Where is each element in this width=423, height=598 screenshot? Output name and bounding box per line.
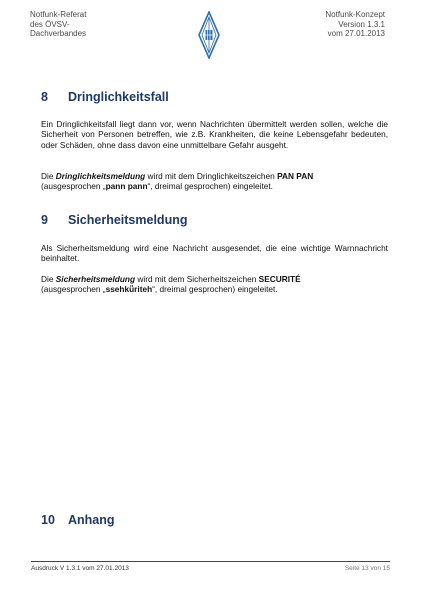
signal-securite: SECURITÉ bbox=[258, 274, 301, 284]
section-title: Dringlichkeitsfall bbox=[68, 90, 169, 104]
text-run: Die bbox=[41, 274, 56, 284]
header-version: Version 1.3.1 bbox=[338, 19, 385, 29]
header-doc-title: Notfunk-Konzept bbox=[325, 10, 385, 19]
footer-divider bbox=[31, 561, 390, 562]
section-9-paragraph-1: Als Sicherheitsmeldung wird eine Nachricht ausgesendet, die eine wichtige Warnnachricht beinhaltet. bbox=[41, 243, 388, 264]
section-title: Sicherheitsmeldung bbox=[68, 213, 188, 227]
section-9-paragraph-2 bbox=[41, 274, 388, 295]
text-run: (ausgesprochen „ bbox=[41, 284, 106, 295]
term-sicherheitsmeldung: Sicherheitsmeldung bbox=[55, 274, 136, 284]
text-run: wird mit dem Dringlichkeitszeichen bbox=[145, 171, 278, 181]
term-dringlichkeitsmeldung: Dringlichkeitsmeldung bbox=[55, 171, 146, 181]
footer-page-number: Seite 13 von 15 bbox=[344, 565, 390, 572]
header-left-block bbox=[30, 10, 86, 39]
header-org-line-2: des ÖVSV- bbox=[30, 19, 70, 29]
section-10-heading bbox=[41, 513, 115, 527]
section-number: 9 bbox=[41, 213, 48, 227]
section-number: 10 bbox=[41, 513, 55, 527]
text-run: “, dreimal gesprochen) eingeleitet. bbox=[147, 181, 273, 192]
section-number: 8 bbox=[41, 90, 48, 104]
pronunciation: pann pann bbox=[105, 181, 148, 192]
signal-pan-pan: PAN PAN bbox=[277, 171, 314, 181]
section-8-paragraph-1: Ein Dringlichkeitsfall liegt dann vor, wenn Nachrichten übermittelt werden sollen, welche die Sicherheit von Personen betreffen, wie z.B. Krankheiten, die keine Lebensgefahr bedeuten, oder Schäden, ohne dass davon eine unmittelbare Gefahr ausgeht. bbox=[41, 119, 388, 150]
footer-print-info: Ausdruck V 1.3.1 vom 27.01.2013 bbox=[31, 565, 129, 572]
text-run: “, dreimal gesprochen) eingeleitet. bbox=[152, 284, 278, 295]
header-right-block bbox=[325, 10, 385, 39]
header-org-line-3: Dachverbandes bbox=[30, 29, 87, 38]
header-org-line-1: Notfunk-Referat bbox=[30, 10, 87, 19]
text-run: (ausgesprochen „ bbox=[41, 181, 106, 192]
oevsv-diamond-logo-icon bbox=[198, 11, 220, 59]
header-date: vom 27.01.2013 bbox=[327, 29, 385, 38]
section-8-paragraph-2 bbox=[41, 171, 388, 192]
text-run: wird mit dem Sicherheitszeichen bbox=[135, 274, 259, 284]
text-run: Die bbox=[41, 171, 56, 181]
pronunciation: ssehkü̈riteh bbox=[105, 284, 153, 295]
section-9-heading bbox=[41, 213, 187, 227]
section-8-heading bbox=[41, 90, 169, 104]
section-title: Anhang bbox=[68, 513, 115, 527]
